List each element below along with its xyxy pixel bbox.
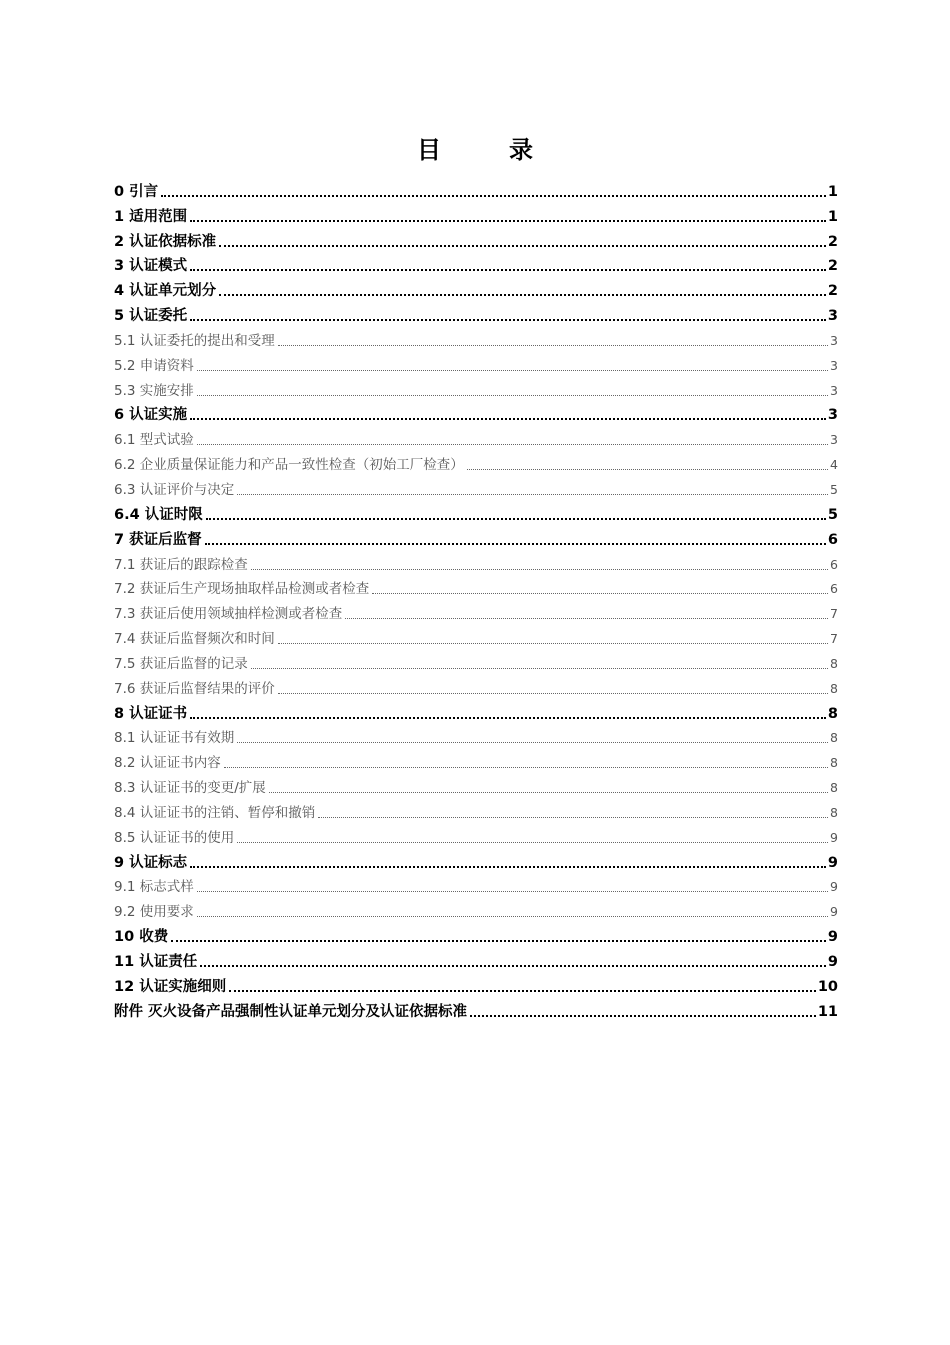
toc-entry[interactable] xyxy=(114,822,838,847)
toc-entry-label: 7.2 获证后生产现场抽取样品检测或者检查 xyxy=(114,581,370,598)
toc-entry-label: 9.2 使用要求 xyxy=(114,904,194,921)
toc-entry-label: 6 认证实施 xyxy=(114,407,188,424)
dot-leader xyxy=(190,269,826,271)
toc-entry-label: 0 引言 xyxy=(114,183,159,200)
toc-entry-label: 7.5 获证后监督的记录 xyxy=(114,655,248,672)
toc-entry-page-number: 7 xyxy=(830,606,838,622)
toc-entry[interactable] xyxy=(114,673,838,698)
toc-entry-label: 4 认证单元划分 xyxy=(114,283,217,300)
dot-leader xyxy=(205,543,826,545)
toc-entry-label: 7 获证后监督 xyxy=(114,531,202,548)
dot-leader xyxy=(269,792,828,793)
dot-leader xyxy=(278,693,828,694)
toc-entry-page-number: 8 xyxy=(830,755,838,771)
dot-leader xyxy=(206,518,826,520)
toc-entry[interactable] xyxy=(114,723,838,748)
toc-entry-page-number: 8 xyxy=(830,780,838,796)
dot-leader xyxy=(467,469,828,470)
toc-entry-label: 7.3 获证后使用领域抽样检测或者检查 xyxy=(114,606,343,623)
toc-entry-label: 附件 灭火设备产品强制性认证单元划分及认证依据标准 xyxy=(114,1003,468,1020)
toc-entry[interactable] xyxy=(114,847,838,872)
toc-entry-page-number: 8 xyxy=(827,705,838,722)
toc-entry-page-number: 4 xyxy=(830,457,838,473)
toc-entry-page-number: 5 xyxy=(830,481,838,497)
toc-entry-page-number: 1 xyxy=(827,208,838,225)
toc-entry[interactable] xyxy=(114,896,838,921)
table-of-contents xyxy=(114,176,838,1021)
toc-entry-page-number: 9 xyxy=(827,954,838,970)
dot-leader xyxy=(237,842,828,843)
dot-leader xyxy=(251,668,828,669)
toc-entry-label: 1 适用范围 xyxy=(114,208,188,225)
dot-leader xyxy=(251,569,828,570)
toc-entry-page-number: 2 xyxy=(827,283,838,300)
dot-leader xyxy=(318,817,828,818)
dot-leader xyxy=(190,418,826,420)
dot-leader xyxy=(470,1015,816,1017)
dot-leader xyxy=(190,220,826,222)
toc-entry-page-number: 8 xyxy=(830,680,838,696)
toc-entry[interactable] xyxy=(114,574,838,599)
toc-entry[interactable] xyxy=(114,772,838,797)
toc-entry-page-number: 7 xyxy=(830,631,838,647)
toc-entry-page-number: 9 xyxy=(830,879,838,895)
toc-entry-label: 5 认证委托 xyxy=(114,308,188,325)
dot-leader xyxy=(278,643,828,644)
toc-entry-page-number: 8 xyxy=(830,730,838,746)
dot-leader xyxy=(197,891,828,892)
dot-leader xyxy=(197,916,828,917)
toc-entry-page-number: 6 xyxy=(830,581,838,597)
toc-entry[interactable] xyxy=(114,375,838,400)
toc-entry[interactable] xyxy=(114,226,838,251)
toc-entry-label: 8.3 认证证书的变更/扩展 xyxy=(114,780,266,797)
toc-entry[interactable] xyxy=(114,946,838,971)
toc-entry[interactable] xyxy=(114,698,838,723)
toc-entry-label: 8 认证证书 xyxy=(114,705,188,722)
toc-entry-label: 8.1 认证证书有效期 xyxy=(114,730,235,747)
toc-entry[interactable] xyxy=(114,275,838,300)
toc-entry-page-number: 6 xyxy=(830,556,838,572)
toc-entry-page-number: 10 xyxy=(817,978,838,995)
dot-leader xyxy=(237,494,828,495)
toc-entry[interactable] xyxy=(114,176,838,201)
dot-leader xyxy=(219,245,826,247)
toc-entry-page-number: 2 xyxy=(827,233,838,250)
dot-leader xyxy=(190,866,826,868)
toc-entry-page-number: 11 xyxy=(817,1003,838,1020)
dot-leader xyxy=(200,965,826,967)
dot-leader xyxy=(190,717,826,719)
toc-entry[interactable] xyxy=(114,350,838,375)
toc-entry-label: 11 认证责任 xyxy=(114,954,198,970)
dot-leader xyxy=(229,990,816,992)
toc-entry-page-number: 9 xyxy=(827,929,838,946)
dot-leader xyxy=(219,294,826,296)
toc-entry-page-number: 3 xyxy=(830,332,838,348)
toc-entry[interactable] xyxy=(114,524,838,549)
toc-entry[interactable] xyxy=(114,400,838,425)
toc-entry-page-number: 2 xyxy=(827,258,838,275)
toc-entry-label: 6.3 认证评价与决定 xyxy=(114,481,235,498)
toc-entry-page-number: 9 xyxy=(827,854,838,871)
toc-entry-label: 9.1 标志式样 xyxy=(114,879,194,896)
toc-entry[interactable] xyxy=(114,549,838,574)
toc-entry-page-number: 3 xyxy=(830,357,838,373)
toc-entry-label: 7.1 获证后的跟踪检查 xyxy=(114,556,248,573)
toc-entry-page-number: 3 xyxy=(830,382,838,398)
toc-entry-label: 8.2 认证证书内容 xyxy=(114,755,221,772)
dot-leader xyxy=(171,940,826,942)
toc-entry[interactable] xyxy=(114,797,838,822)
toc-entry-label: 2 认证依据标准 xyxy=(114,233,217,250)
toc-entry-label: 8.4 认证证书的注销、暂停和撤销 xyxy=(114,804,316,821)
dot-leader xyxy=(345,618,828,619)
dot-leader xyxy=(190,319,826,321)
toc-entry-label: 3 认证模式 xyxy=(114,258,188,275)
toc-entry-page-number: 3 xyxy=(827,308,838,325)
toc-entry-label: 6.2 企业质量保证能力和产品一致性检查（初始工厂检查） xyxy=(114,457,464,474)
dot-leader xyxy=(161,195,826,197)
toc-entry-label: 6.4 认证时限 xyxy=(114,506,203,523)
dot-leader xyxy=(224,767,828,768)
toc-entry-page-number: 1 xyxy=(827,183,838,200)
toc-entry-page-number: 8 xyxy=(830,655,838,671)
toc-entry[interactable] xyxy=(114,598,838,623)
dot-leader xyxy=(372,593,828,594)
toc-title: 目 录 xyxy=(417,136,555,164)
toc-entry-page-number: 9 xyxy=(830,904,838,920)
toc-entry[interactable] xyxy=(114,921,838,946)
toc-entry[interactable] xyxy=(114,648,838,673)
toc-entry[interactable] xyxy=(114,325,838,350)
toc-entry-label: 8.5 认证证书的使用 xyxy=(114,829,235,846)
toc-entry-page-number: 9 xyxy=(830,829,838,845)
toc-entry[interactable] xyxy=(114,251,838,276)
dot-leader xyxy=(197,370,828,371)
toc-entry[interactable] xyxy=(114,300,838,325)
toc-entry-label: 10 收费 xyxy=(114,929,169,946)
toc-entry-label: 9 认证标志 xyxy=(114,854,188,871)
toc-entry[interactable] xyxy=(114,474,838,499)
toc-entry-label: 5.2 申请资料 xyxy=(114,357,194,374)
toc-entry-page-number: 6 xyxy=(827,531,838,548)
dot-leader xyxy=(237,742,828,743)
toc-entry-label: 7.4 获证后监督频次和时间 xyxy=(114,631,275,648)
dot-leader xyxy=(197,395,828,396)
dot-leader xyxy=(278,345,828,346)
toc-entry[interactable] xyxy=(114,971,838,996)
toc-entry-page-number: 3 xyxy=(827,407,838,424)
toc-entry-label: 7.6 获证后监督结果的评价 xyxy=(114,680,275,697)
toc-entry[interactable] xyxy=(114,499,838,524)
toc-entry[interactable] xyxy=(114,872,838,897)
toc-entry-label: 12 认证实施细则 xyxy=(114,978,227,995)
toc-entry[interactable] xyxy=(114,449,838,474)
toc-entry-page-number: 5 xyxy=(827,506,838,523)
toc-entry-page-number: 3 xyxy=(830,432,838,448)
toc-entry-label: 6.1 型式试验 xyxy=(114,432,194,449)
toc-entry[interactable] xyxy=(114,747,838,772)
toc-entry[interactable] xyxy=(114,623,838,648)
toc-entry[interactable] xyxy=(114,201,838,226)
toc-entry-label: 5.3 实施安排 xyxy=(114,382,194,399)
toc-entry-label: 5.1 认证委托的提出和受理 xyxy=(114,332,275,349)
toc-entry[interactable] xyxy=(114,996,838,1021)
toc-entry-page-number: 8 xyxy=(830,804,838,820)
dot-leader xyxy=(197,444,828,445)
toc-entry[interactable] xyxy=(114,424,838,449)
